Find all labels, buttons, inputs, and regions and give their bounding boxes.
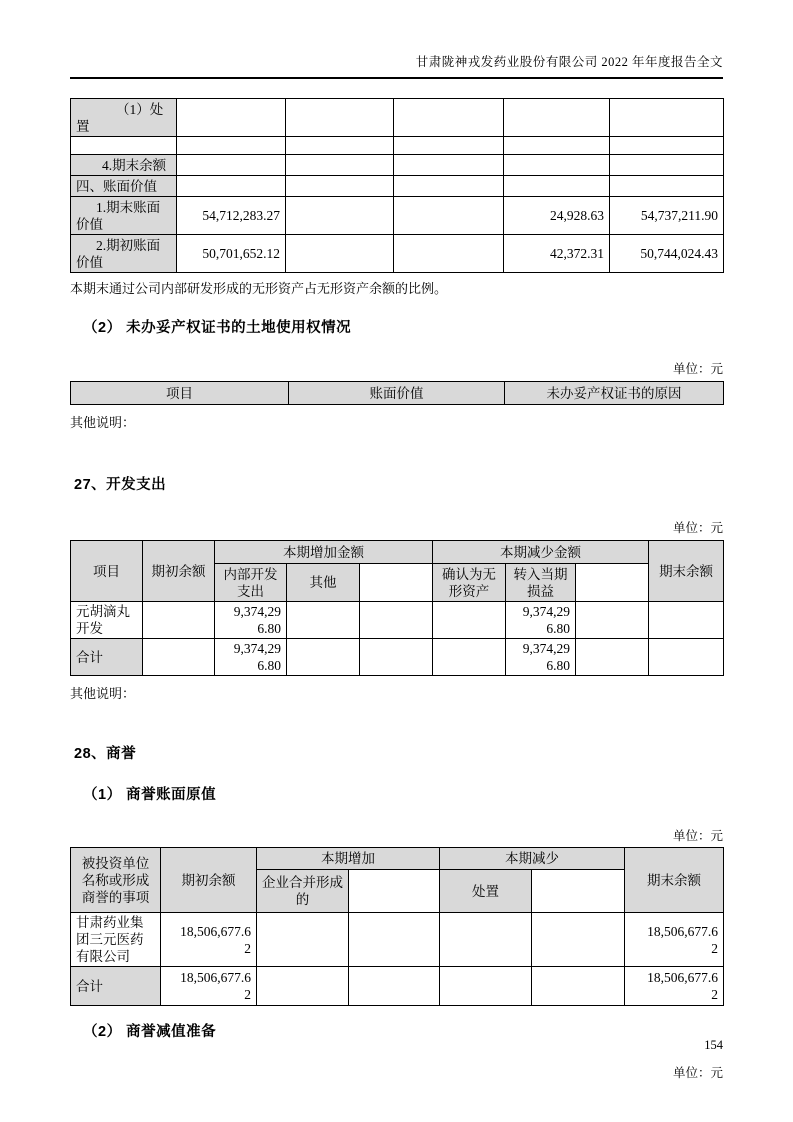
value-text: 9,374,296.80 bbox=[233, 604, 281, 636]
value-cell bbox=[177, 176, 286, 197]
goodwill-original-heading: （1） 商誉账面原值 bbox=[83, 787, 217, 803]
intangible-ratio-note: 本期末通过公司内部研发形成的无形资产占无形资产余额的比例。 bbox=[70, 281, 448, 296]
value-cell: 54,712,283.27 bbox=[177, 197, 286, 235]
header-closing-balance: 期末余额 bbox=[649, 541, 724, 602]
header-closing-balance: 期末余额 bbox=[625, 848, 724, 913]
goodwill-original-table bbox=[70, 847, 724, 1006]
table-header-row bbox=[71, 541, 724, 564]
value-cell bbox=[504, 176, 610, 197]
row-label-cell: 合计 bbox=[71, 967, 161, 1006]
intangible-carryover-table bbox=[70, 98, 724, 273]
row-label-cell: 2.期初账面价值 bbox=[71, 235, 177, 273]
page-content bbox=[70, 0, 723, 1081]
value-cell bbox=[576, 602, 649, 639]
unit-label: 单位：元 bbox=[672, 1066, 723, 1080]
value-cell bbox=[143, 639, 215, 676]
value-text: 9,374,296.80 bbox=[522, 641, 571, 673]
header-internal-development: 内部开发支出 bbox=[215, 564, 287, 602]
header-blank-cell bbox=[349, 870, 440, 913]
value-cell bbox=[287, 639, 360, 676]
value-cell: 54,737,211.90 bbox=[610, 197, 724, 235]
header-other: 其他 bbox=[287, 564, 360, 602]
value-text: 18,506,677.62 bbox=[180, 923, 251, 956]
value-cell bbox=[161, 913, 257, 967]
table-row bbox=[71, 913, 724, 967]
value-cell bbox=[394, 235, 504, 273]
value-cell bbox=[394, 197, 504, 235]
value-text: 18,506,677.62 bbox=[647, 970, 718, 1002]
value-cell bbox=[177, 155, 286, 176]
value-cell bbox=[625, 913, 724, 967]
doc-header-title: 甘肃陇神戎发药业股份有限公司 2022 年年度报告全文 bbox=[70, 52, 723, 79]
header-opening-balance: 期初余额 bbox=[161, 848, 257, 913]
value-cell bbox=[506, 602, 576, 639]
value-cell bbox=[257, 913, 349, 967]
table-row bbox=[71, 155, 724, 176]
column-header-cell: 项目 bbox=[71, 382, 289, 405]
value-cell bbox=[286, 155, 394, 176]
header-opening-balance: 期初余额 bbox=[143, 541, 215, 602]
value-cell bbox=[215, 602, 287, 639]
value-cell bbox=[394, 176, 504, 197]
value-cell bbox=[433, 602, 506, 639]
header-blank-cell bbox=[576, 564, 649, 602]
header-investee: 被投资单位名称或形成商誉的事项 bbox=[71, 848, 161, 913]
row-label-cell: 合计 bbox=[71, 639, 143, 676]
value-cell bbox=[286, 235, 394, 273]
unit-label: 单位：元 bbox=[672, 362, 723, 376]
table-header-row bbox=[71, 848, 724, 870]
header-project: 项目 bbox=[71, 541, 143, 602]
value-cell: 24,928.63 bbox=[504, 197, 610, 235]
table-row bbox=[71, 176, 724, 197]
value-cell bbox=[440, 913, 532, 967]
goodwill-heading: 28、商誉 bbox=[74, 746, 137, 762]
table-header-row bbox=[71, 382, 724, 405]
value-cell bbox=[649, 639, 724, 676]
table-row bbox=[71, 235, 724, 273]
value-cell bbox=[610, 155, 724, 176]
unit-label: 单位：元 bbox=[672, 521, 723, 535]
table-row bbox=[71, 137, 724, 155]
value-cell bbox=[610, 137, 724, 155]
value-cell bbox=[433, 639, 506, 676]
table-row bbox=[71, 967, 724, 1006]
value-cell bbox=[625, 967, 724, 1006]
value-cell bbox=[610, 99, 724, 137]
value-text: 18,506,677.62 bbox=[180, 970, 251, 1002]
land-section-heading: （2） 未办妥产权证书的土地使用权情况 bbox=[83, 320, 352, 336]
header-decrease-group: 本期减少金额 bbox=[433, 541, 649, 564]
value-cell bbox=[143, 602, 215, 639]
value-cell bbox=[360, 602, 433, 639]
value-cell bbox=[177, 137, 286, 155]
table-row bbox=[71, 639, 724, 676]
value-cell bbox=[506, 639, 576, 676]
value-cell bbox=[177, 99, 286, 137]
row-label-cell bbox=[71, 137, 177, 155]
header-blank-cell bbox=[360, 564, 433, 602]
value-cell bbox=[504, 137, 610, 155]
table-row bbox=[71, 99, 724, 137]
unit-label: 单位：元 bbox=[672, 829, 723, 843]
value-cell bbox=[349, 913, 440, 967]
value-cell bbox=[394, 155, 504, 176]
table-row bbox=[71, 602, 724, 639]
value-cell bbox=[349, 967, 440, 1006]
value-text: 9,374,296.80 bbox=[522, 604, 571, 636]
value-cell bbox=[360, 639, 433, 676]
goodwill-impairment-heading: （2） 商誉减值准备 bbox=[83, 1024, 217, 1040]
value-cell bbox=[610, 176, 724, 197]
header-recognized-as-intangible: 确认为无形资产 bbox=[433, 564, 506, 602]
row-label-cell: 甘肃药业集团三元医药有限公司 bbox=[71, 913, 161, 967]
value-cell: 42,372.31 bbox=[504, 235, 610, 273]
header-decrease-group: 本期减少 bbox=[440, 848, 625, 870]
other-note: 其他说明： bbox=[70, 415, 136, 430]
row-label-cell: （1）处置 bbox=[71, 99, 177, 137]
value-cell bbox=[215, 639, 287, 676]
header-transferred-to-pl: 转入当期损益 bbox=[506, 564, 576, 602]
table-row bbox=[71, 197, 724, 235]
value-cell bbox=[394, 99, 504, 137]
page-number: 154 bbox=[704, 1038, 723, 1052]
value-text: 18,506,677.62 bbox=[647, 923, 718, 956]
value-cell bbox=[532, 913, 625, 967]
value-cell bbox=[576, 639, 649, 676]
value-cell bbox=[257, 967, 349, 1006]
value-cell: 50,744,024.43 bbox=[610, 235, 724, 273]
value-cell bbox=[394, 137, 504, 155]
value-text: 9,374,296.80 bbox=[233, 641, 281, 673]
row-label-cell: 元胡滴丸开发 bbox=[71, 602, 143, 639]
other-note: 其他说明： bbox=[70, 686, 136, 701]
value-cell bbox=[286, 99, 394, 137]
column-header-cell: 未办妥产权证书的原因 bbox=[505, 382, 724, 405]
value-cell bbox=[649, 602, 724, 639]
value-cell bbox=[286, 197, 394, 235]
row-label-cell: 1.期末账面价值 bbox=[71, 197, 177, 235]
row-label-cell: 四、账面价值 bbox=[71, 176, 177, 197]
value-cell: 50,701,652.12 bbox=[177, 235, 286, 273]
value-cell bbox=[532, 967, 625, 1006]
value-cell bbox=[286, 137, 394, 155]
value-cell bbox=[440, 967, 532, 1006]
header-increase-group: 本期增加金额 bbox=[215, 541, 433, 564]
row-label-cell: 4.期末余额 bbox=[71, 155, 177, 176]
value-cell bbox=[161, 967, 257, 1006]
header-business-combination: 企业合并形成的 bbox=[257, 870, 349, 913]
header-increase-group: 本期增加 bbox=[257, 848, 440, 870]
header-disposal: 处置 bbox=[440, 870, 532, 913]
dev-expenditure-table bbox=[70, 540, 724, 676]
column-header-cell: 账面价值 bbox=[289, 382, 505, 405]
dev-expenditure-heading: 27、开发支出 bbox=[74, 477, 167, 493]
value-cell bbox=[286, 176, 394, 197]
land-use-rights-table bbox=[70, 381, 724, 405]
header-blank-cell bbox=[532, 870, 625, 913]
value-cell bbox=[504, 155, 610, 176]
value-cell bbox=[504, 99, 610, 137]
value-cell bbox=[287, 602, 360, 639]
